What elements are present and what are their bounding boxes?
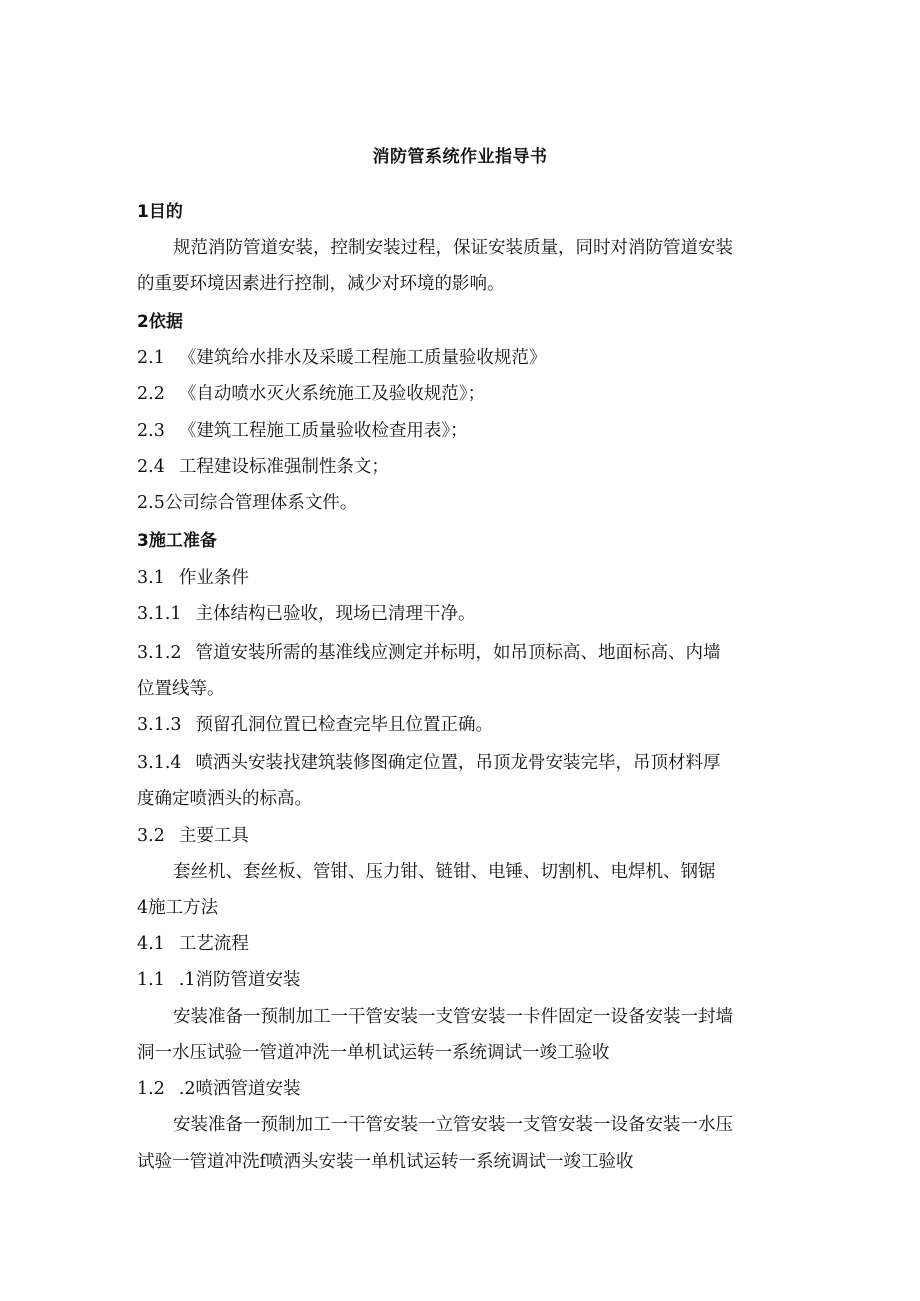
subsection-number: 4.1 (137, 934, 165, 954)
basis-item-number: 2.3 (137, 421, 165, 441)
flow-1-title (137, 968, 301, 992)
basis-item (137, 382, 485, 406)
basis-item-number: 2.2 (137, 384, 165, 404)
flow-number: 1.2 (137, 1079, 165, 1099)
basis-item-number: 2.5 (137, 493, 165, 513)
item-number: 3.1.1 (137, 604, 182, 624)
basis-item-text: 《建筑给水排水及采暖工程施工质量验收规范》 (178, 348, 547, 368)
basis-item-text: 《建筑工程施工质量验收检查用表》； (178, 421, 468, 441)
basis-item (137, 419, 468, 443)
section-3-heading: 3施工准备 (137, 531, 217, 551)
subsection-title: 作业条件 (178, 568, 249, 588)
flow-1-steps-line-2: 洞一水压试验一管道冲洗一单机试运转一系统调试一竣工验收 (137, 1043, 610, 1063)
item-text: 管道安装所需的基准线应测定并标明，如吊顶标高、地面标高、内墙 (195, 643, 721, 663)
item-text: 喷洒头安装找建筑装修图确定位置，吊顶龙骨安装完毕，吊顶材料厚 (195, 753, 721, 773)
basis-item-text: 公司综合管理体系文件。 (164, 493, 358, 513)
basis-item (137, 491, 357, 515)
subsection-3-2 (137, 824, 249, 848)
section-2-heading: 2依据 (137, 312, 183, 332)
item-text: 主体结构已验收，现场已清理干净。 (195, 604, 476, 624)
section-1-paragraph-line-2: 的重要环境因素进行控制，减少对环境的影响。 (137, 274, 505, 294)
flow-title: .2喷洒管道安装 (178, 1079, 301, 1099)
item-3-1-2 (137, 641, 721, 665)
subsection-title: 工艺流程 (178, 934, 249, 954)
item-3-1-1 (137, 602, 476, 626)
flow-2-steps-line-1: 安装准备一预制加工一干管安装一立管安装一支管安装一设备安装一水压 (173, 1115, 733, 1135)
flow-1-steps-line-1: 安装准备一预制加工一干管安装一支管安装一卡件固定一设备安装一封墙 (173, 1007, 733, 1027)
item-3-1-4-continuation: 度确定喷洒头的标高。 (137, 789, 312, 809)
section-4-heading: 4施工方法 (137, 898, 219, 918)
item-3-1-4 (137, 751, 721, 775)
flow-number: 1.1 (137, 970, 165, 990)
flow-2-title (137, 1077, 301, 1101)
subsection-4-1 (137, 932, 249, 956)
subsection-number: 3.1 (137, 568, 165, 588)
tools-list: 套丝机、套丝板、管钳、压力钳、链钳、电锤、切割机、电焊机、钢锯 (173, 862, 716, 882)
item-number: 3.1.3 (137, 715, 182, 735)
subsection-3-1 (137, 566, 249, 590)
section-1-heading: 1目的 (137, 202, 183, 222)
subsection-number: 3.2 (137, 826, 165, 846)
basis-item-number: 2.1 (137, 348, 165, 368)
item-3-1-2-continuation: 位置线等。 (137, 679, 225, 699)
item-3-1-3 (137, 713, 493, 737)
item-number: 3.1.4 (137, 753, 182, 773)
basis-item (137, 455, 389, 479)
basis-item (137, 346, 546, 370)
flow-title: .1消防管道安装 (178, 970, 301, 990)
flow-2-steps-line-2: 试验一管道冲洗f喷洒头安装一单机试运转一系统调试一竣工验收 (137, 1152, 634, 1172)
item-text: 预留孔洞位置已检查完毕且位置正确。 (195, 715, 494, 735)
basis-item-text: 《自动喷水灭火系统施工及验收规范》； (178, 384, 486, 404)
section-1-paragraph-line-1: 规范消防管道安装，控制安装过程，保证安装质量，同时对消防管道安装 (173, 238, 733, 258)
subsection-title: 主要工具 (178, 826, 249, 846)
basis-item-text: 工程建设标准强制性条文； (178, 457, 389, 477)
item-number: 3.1.2 (137, 643, 182, 663)
document-title: 消防管系统作业指导书 (372, 147, 548, 167)
basis-item-number: 2.4 (137, 457, 165, 477)
